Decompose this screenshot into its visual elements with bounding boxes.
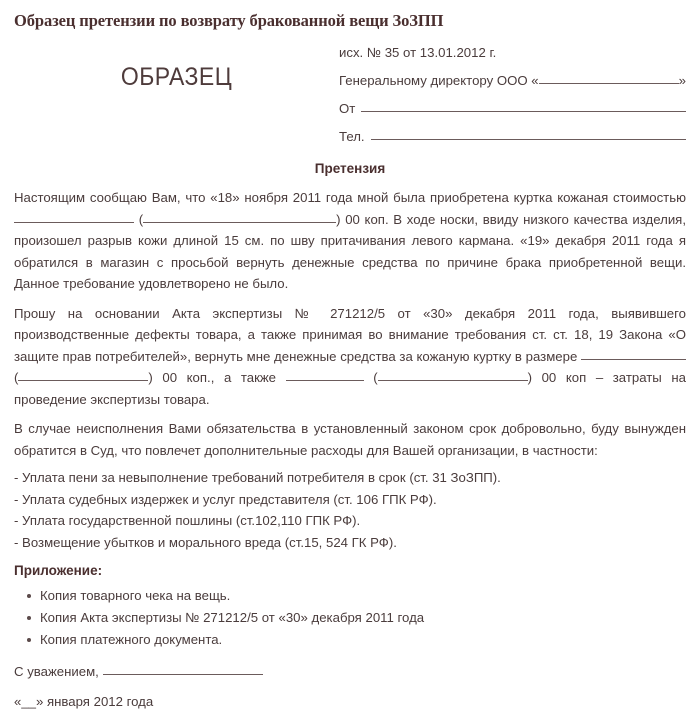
from-blank-field[interactable] xyxy=(361,100,686,112)
page-title: Образец претензии по возврату бракованной вещи ЗоЗПП xyxy=(14,11,444,30)
paragraph-purchase-part-1: Настоящим сообщаю Вам, что «18» ноября 2011 года мной была приобретена куртка кожаная стоимостью xyxy=(14,190,686,205)
paragraph-purchase-part-3: ) 00 коп. В ходе носки, ввиду низкого качества изделия, произошел разрыв кожи длиной 15 см. по шву притачивания левого кармана. «19» декабря 2011 года я обратился в магазин с просьбой вернуть денежные средства по причине брака приобретенной вещи. Данное требование удовлетворено не было. xyxy=(14,211,686,291)
paragraph-purchase-part-2: ( xyxy=(138,211,144,227)
phone-blank-field[interactable] xyxy=(371,128,686,140)
list-item: - Уплата судебных издержек и услуг представителя (ст. 106 ГПК РФ). xyxy=(14,491,437,507)
paragraph-demand-part-3: ) 00 коп., а также xyxy=(148,370,277,385)
section-heading: Претензия xyxy=(314,161,386,176)
sample-stamp-text: ОБРАЗЕЦ xyxy=(120,63,233,91)
list-item: Копия Акта экспертизы № 271212/5 от «30» декабря 2011 года xyxy=(40,607,686,629)
addressee-blank-field[interactable] xyxy=(539,72,679,84)
signature-blank-field[interactable] xyxy=(103,663,263,675)
outgoing-number-line xyxy=(339,45,686,61)
phone-label: Тел. xyxy=(339,129,365,144)
addressee-block xyxy=(339,45,686,145)
from-line xyxy=(339,101,686,117)
paragraph-purchase xyxy=(14,187,686,295)
signature-line xyxy=(14,661,686,682)
list-item: - Возмещение убытков и морального вреда (ст.15, 524 ГК РФ). xyxy=(14,534,397,550)
paragraph-demand-part-1: Прошу на основании Акта экспертизы № 271212/5 от «30» декабря 2011 года, выявившего производственные дефекты товара, а также принимая во внимание требования ст. ст. 18, 19 Закона «О защите прав потребителей», вернуть мне денежные средства за кожаную куртку в размере xyxy=(14,305,686,364)
addressee-label: Генеральному директору ООО « xyxy=(339,73,539,88)
paragraph-demand-part-5: ) 00 коп – затраты на проведение экспертизы товара. xyxy=(14,370,686,407)
attachments-list xyxy=(14,585,686,651)
paragraph-demand xyxy=(14,303,686,411)
attachments-heading: Приложение: xyxy=(14,563,103,578)
list-item: Копия товарного чека на вещь. xyxy=(40,585,686,607)
date-line: «__» января 2012 года xyxy=(14,694,154,709)
document-header xyxy=(14,45,686,145)
list-item: - Уплата государственной пошлины (ст.102,110 ГПК РФ). xyxy=(14,513,361,528)
expertise-amount-blank-field[interactable] xyxy=(286,369,364,381)
outgoing-number-text: исх. № 35 от 13.01.2012 г. xyxy=(339,45,497,60)
addressee-quote-close: » xyxy=(678,73,686,88)
sample-stamp-container xyxy=(14,45,339,92)
paragraph-demand-part-4: ( xyxy=(373,370,378,385)
list-item: - Уплата пени за невыполнение требований потребителя в срок (ст. 31 ЗоЗПП). xyxy=(14,470,501,485)
refund-amount-blank-field[interactable] xyxy=(581,348,686,360)
paragraph-demand-part-2: ( xyxy=(14,370,19,385)
refund-words-blank-field[interactable] xyxy=(18,369,148,381)
paragraph-consequences-intro: В случае неисполнения Вами обязательства в установленный законом срок добровольно, буду вынужден обратится в Суд, что повлечет дополнительные расходы для Вашей организации, в частности: xyxy=(14,421,686,458)
expertise-words-blank-field[interactable] xyxy=(378,369,528,381)
price-words-blank-field[interactable] xyxy=(143,211,336,223)
list-item: Копия платежного документа. xyxy=(40,629,686,651)
phone-line xyxy=(339,129,686,145)
consequences-list xyxy=(14,467,686,553)
addressee-line xyxy=(339,73,686,89)
price-blank-field[interactable] xyxy=(14,211,134,223)
from-label: От xyxy=(339,101,356,116)
signature-label: С уважением, xyxy=(14,664,99,679)
